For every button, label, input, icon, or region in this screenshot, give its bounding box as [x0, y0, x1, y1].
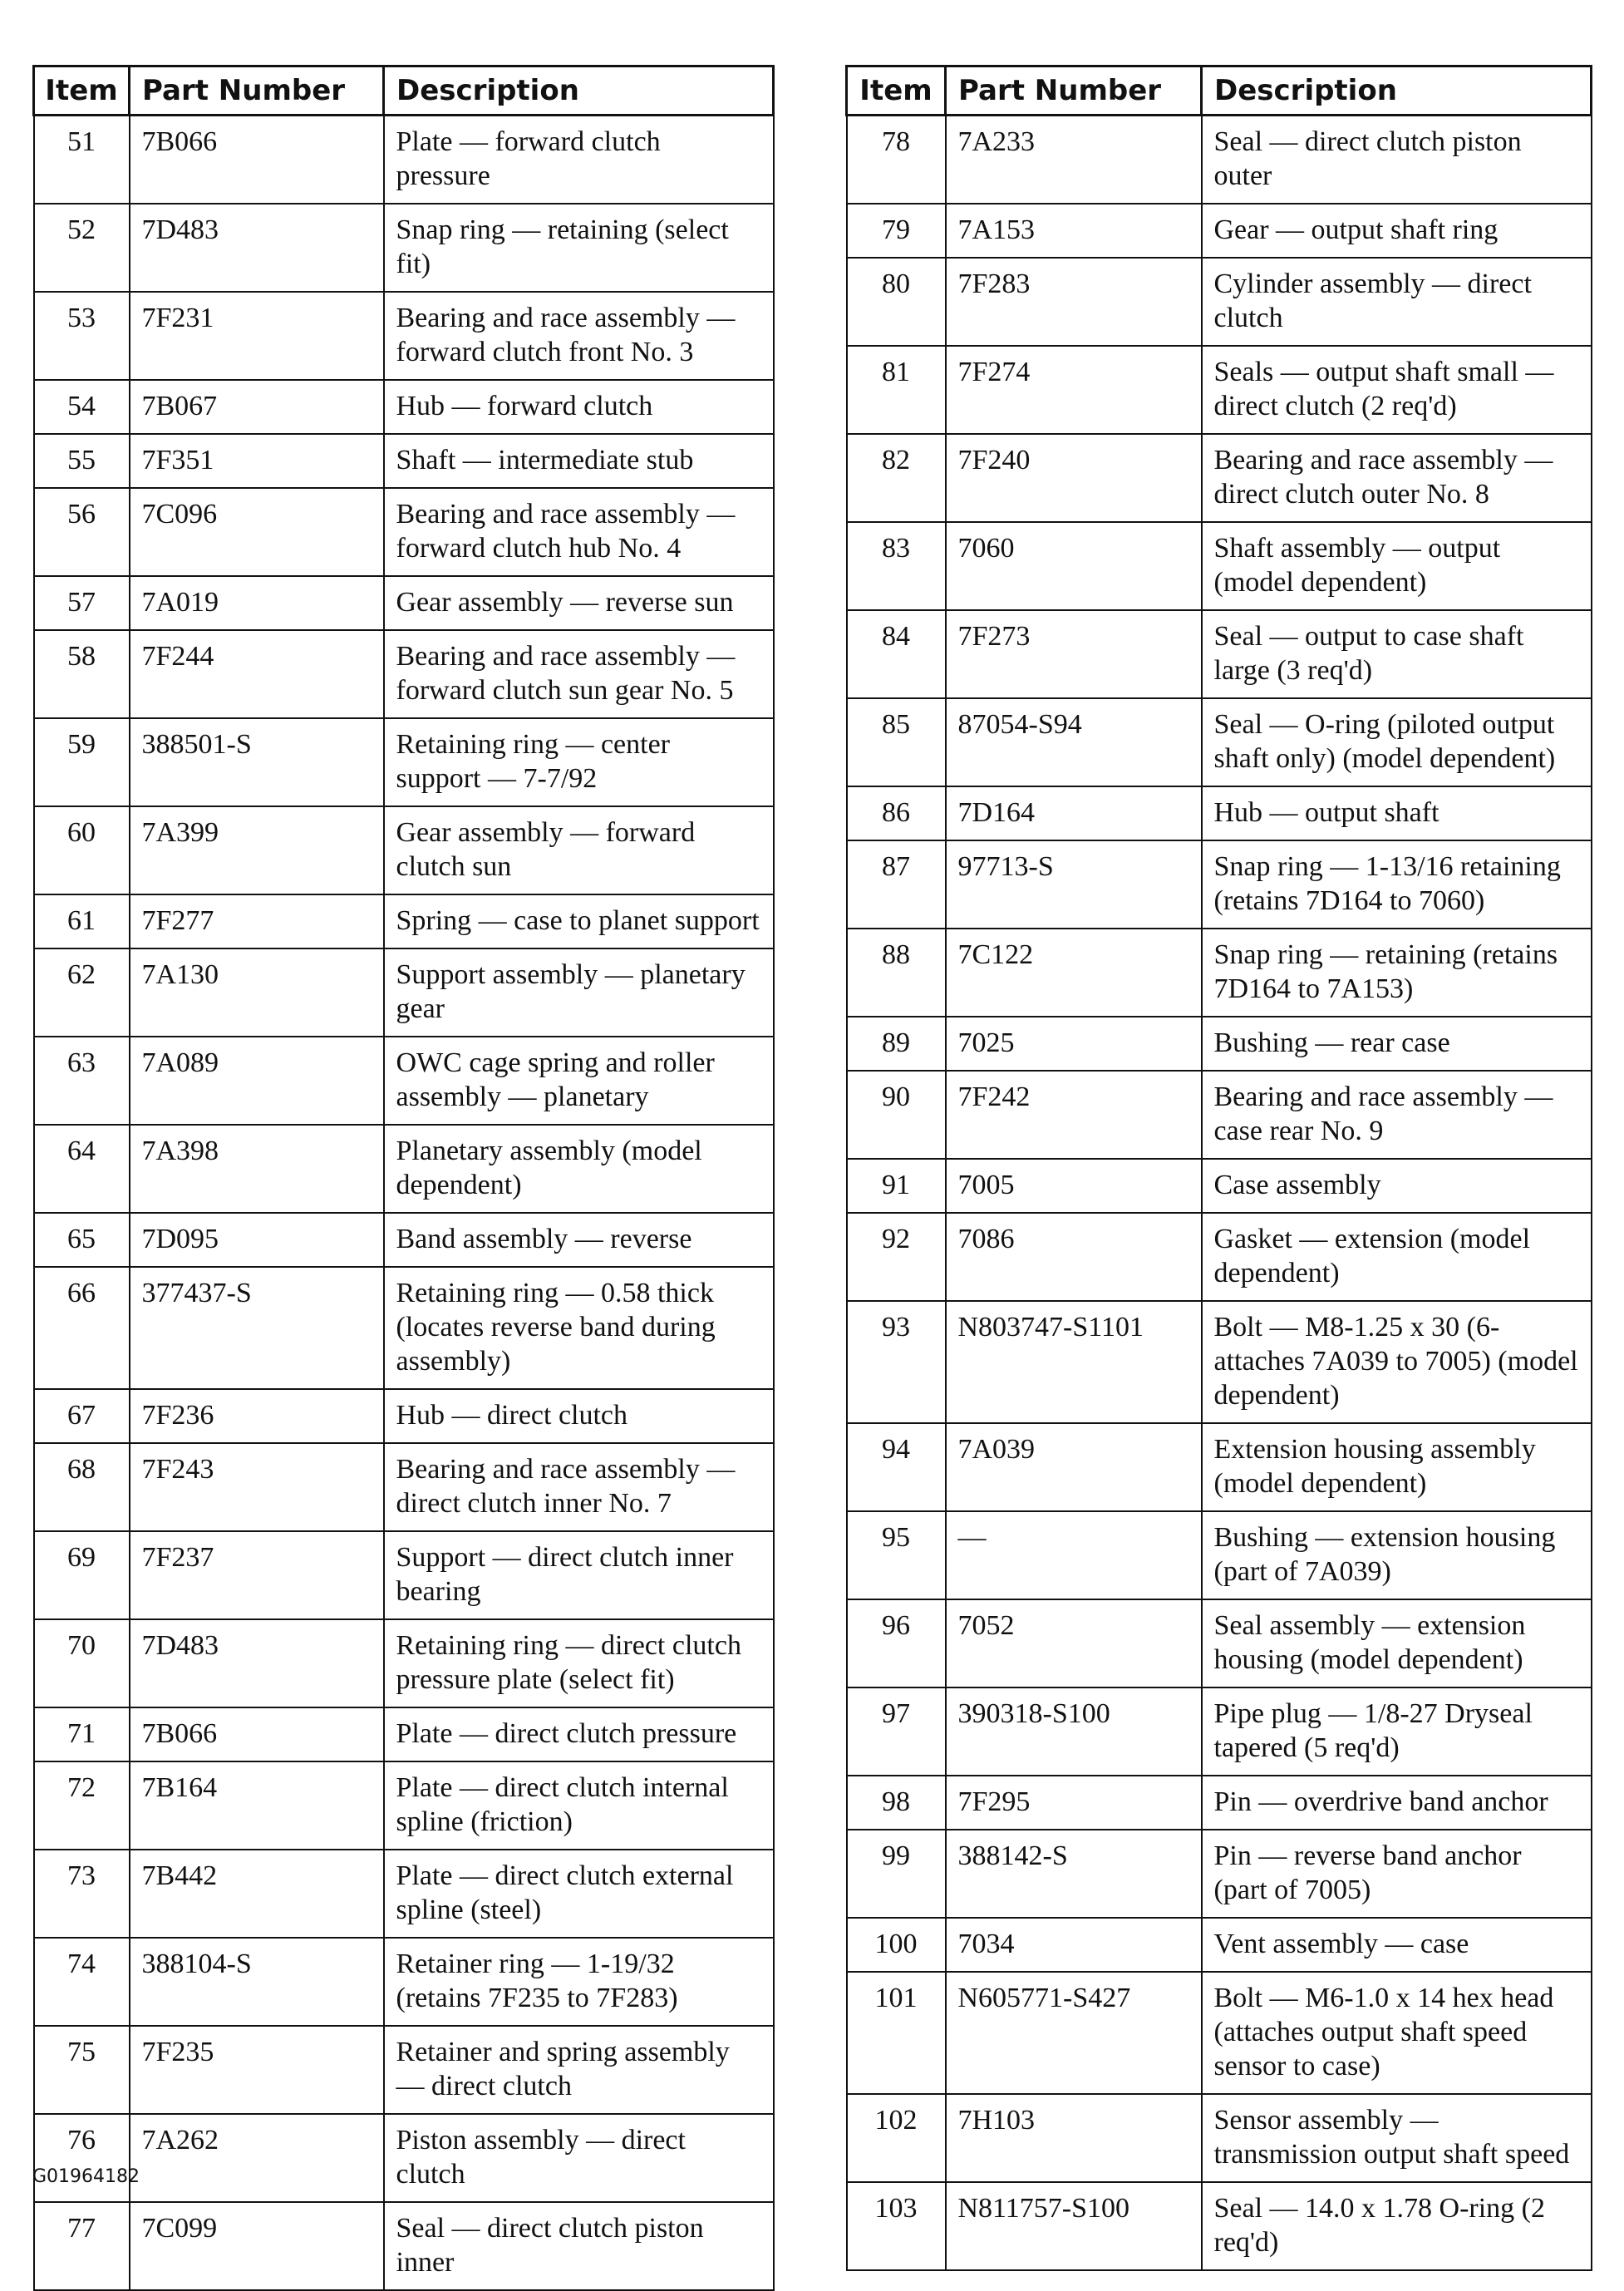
description-cell: Vent assembly — case	[1202, 1918, 1592, 1972]
table-row	[34, 1125, 774, 1213]
header-part-number: Part Number	[946, 67, 1202, 116]
item-number-cell: 67	[34, 1389, 130, 1443]
item-number-cell: 76	[34, 2114, 130, 2202]
description-cell: Bearing and race assembly — forward clutch sun gear No. 5	[384, 630, 774, 718]
part-number-cell: 7B442	[130, 1850, 384, 1938]
table-row	[847, 1599, 1592, 1687]
part-number-cell: 7F240	[946, 434, 1202, 522]
description-cell: Bolt — M8-1.25 x 30 (6-attaches 7A039 to 7005) (model dependent)	[1202, 1301, 1592, 1423]
table-row	[847, 1213, 1592, 1301]
description-cell: Seal — direct clutch piston outer	[1202, 116, 1592, 204]
table-row	[34, 488, 774, 576]
description-cell: Pin — overdrive band anchor	[1202, 1776, 1592, 1830]
part-number-cell: 7F231	[130, 292, 384, 380]
part-number-cell: N803747-S1101	[946, 1301, 1202, 1423]
part-number-cell: 7A262	[130, 2114, 384, 2202]
description-cell: Seal — O-ring (piloted output shaft only) (model dependent)	[1202, 698, 1592, 786]
table-row	[34, 2026, 774, 2114]
table-row	[847, 1972, 1592, 2094]
part-number-cell: —	[946, 1511, 1202, 1599]
table-row	[847, 2094, 1592, 2182]
description-cell: Cylinder assembly — direct clutch	[1202, 258, 1592, 346]
figure-id: G01964182	[32, 2166, 140, 2187]
part-number-cell: 7A039	[946, 1423, 1202, 1511]
description-cell: Bushing — rear case	[1202, 1017, 1592, 1071]
table-row	[34, 380, 774, 434]
item-number-cell: 60	[34, 806, 130, 894]
table-row	[847, 840, 1592, 929]
item-number-cell: 86	[847, 786, 946, 840]
part-number-cell: 7B164	[130, 1761, 384, 1850]
description-cell: Gear assembly — forward clutch sun	[384, 806, 774, 894]
item-number-cell: 100	[847, 1918, 946, 1972]
part-number-cell: 7A019	[130, 576, 384, 630]
table-row	[847, 258, 1592, 346]
description-cell: Retaining ring — direct clutch pressure plate (select fit)	[384, 1619, 774, 1707]
part-number-cell: 7C096	[130, 488, 384, 576]
part-number-cell: 7F237	[130, 1531, 384, 1619]
description-cell: Hub — direct clutch	[384, 1389, 774, 1443]
table-row	[847, 1918, 1592, 1972]
description-cell: Support assembly — planetary gear	[384, 948, 774, 1037]
part-number-cell: 7034	[946, 1918, 1202, 1972]
description-cell: Seal — direct clutch piston inner	[384, 2202, 774, 2290]
item-number-cell: 89	[847, 1017, 946, 1071]
parts-table-right	[845, 65, 1592, 2271]
description-cell: Spring — case to planet support	[384, 894, 774, 948]
description-cell: Retainer and spring assembly — direct clutch	[384, 2026, 774, 2114]
part-number-cell: 7D095	[130, 1213, 384, 1267]
part-number-cell: 7A398	[130, 1125, 384, 1213]
part-number-cell: 7A089	[130, 1037, 384, 1125]
item-number-cell: 102	[847, 2094, 946, 2182]
item-number-cell: 54	[34, 380, 130, 434]
item-number-cell: 82	[847, 434, 946, 522]
item-number-cell: 98	[847, 1776, 946, 1830]
description-cell: Shaft — intermediate stub	[384, 434, 774, 488]
item-number-cell: 88	[847, 929, 946, 1017]
part-number-cell: 7A153	[946, 204, 1202, 258]
item-number-cell: 72	[34, 1761, 130, 1850]
part-number-cell: 7A233	[946, 116, 1202, 204]
description-cell: Shaft assembly — output (model dependent)	[1202, 522, 1592, 610]
description-cell: Retaining ring — center support — 7-7/92	[384, 718, 774, 806]
description-cell: Seals — output shaft small — direct clutch (2 req'd)	[1202, 346, 1592, 434]
description-cell: Band assembly — reverse	[384, 1213, 774, 1267]
part-number-cell: 377437-S	[130, 1267, 384, 1389]
part-number-cell: 7F236	[130, 1389, 384, 1443]
description-cell: Pipe plug — 1/8-27 Dryseal tapered (5 req'd)	[1202, 1687, 1592, 1776]
part-number-cell: 7C099	[130, 2202, 384, 2290]
part-number-cell: 7H103	[946, 2094, 1202, 2182]
description-cell: Plate — forward clutch pressure	[384, 116, 774, 204]
table-row	[34, 948, 774, 1037]
description-cell: Bearing and race assembly — forward clutch hub No. 4	[384, 488, 774, 576]
item-number-cell: 65	[34, 1213, 130, 1267]
table-row	[847, 116, 1592, 204]
item-number-cell: 90	[847, 1071, 946, 1159]
item-number-cell: 77	[34, 2202, 130, 2290]
table-row	[34, 1707, 774, 1761]
description-cell: Bearing and race assembly — forward clutch front No. 3	[384, 292, 774, 380]
table-row	[34, 1531, 774, 1619]
item-number-cell: 78	[847, 116, 946, 204]
table-row	[847, 698, 1592, 786]
item-number-cell: 81	[847, 346, 946, 434]
description-cell: Gasket — extension (model dependent)	[1202, 1213, 1592, 1301]
table-row	[847, 434, 1592, 522]
table-row	[34, 894, 774, 948]
table-row	[847, 929, 1592, 1017]
table-row	[34, 1938, 774, 2026]
item-number-cell: 87	[847, 840, 946, 929]
item-number-cell: 73	[34, 1850, 130, 1938]
description-cell: Gear — output shaft ring	[1202, 204, 1592, 258]
item-number-cell: 99	[847, 1830, 946, 1918]
part-number-cell: 7005	[946, 1159, 1202, 1213]
part-number-cell: 7B066	[130, 116, 384, 204]
table-row	[34, 116, 774, 204]
table-row	[34, 292, 774, 380]
table-row	[847, 1687, 1592, 1776]
item-number-cell: 59	[34, 718, 130, 806]
item-number-cell: 57	[34, 576, 130, 630]
description-cell: Plate — direct clutch pressure	[384, 1707, 774, 1761]
part-number-cell: 7D483	[130, 204, 384, 292]
description-cell: OWC cage spring and roller assembly — planetary	[384, 1037, 774, 1125]
table-row	[34, 204, 774, 292]
part-number-cell: 7D483	[130, 1619, 384, 1707]
part-number-cell: 7B067	[130, 380, 384, 434]
part-number-cell: 7086	[946, 1213, 1202, 1301]
item-number-cell: 71	[34, 1707, 130, 1761]
description-cell: Seal — output to case shaft large (3 req'd)	[1202, 610, 1592, 698]
part-number-cell: 7D164	[946, 786, 1202, 840]
description-cell: Snap ring — retaining (retains 7D164 to 7A153)	[1202, 929, 1592, 1017]
table-row	[34, 630, 774, 718]
table-row	[847, 204, 1592, 258]
parts-table-left	[32, 65, 775, 2291]
item-number-cell: 64	[34, 1125, 130, 1213]
part-number-cell: 97713-S	[946, 840, 1202, 929]
table-row	[847, 1511, 1592, 1599]
item-number-cell: 70	[34, 1619, 130, 1707]
item-number-cell: 75	[34, 2026, 130, 2114]
part-number-cell: 388142-S	[946, 1830, 1202, 1918]
table-row	[34, 806, 774, 894]
item-number-cell: 55	[34, 434, 130, 488]
part-number-cell: 7A130	[130, 948, 384, 1037]
part-number-cell: 7025	[946, 1017, 1202, 1071]
description-cell: Bearing and race assembly — case rear No. 9	[1202, 1071, 1592, 1159]
item-number-cell: 51	[34, 116, 130, 204]
item-number-cell: 53	[34, 292, 130, 380]
description-cell: Bolt — M6-1.0 x 14 hex head (attaches output shaft speed sensor to case)	[1202, 1972, 1592, 2094]
header-row	[847, 67, 1592, 116]
item-number-cell: 56	[34, 488, 130, 576]
item-number-cell: 91	[847, 1159, 946, 1213]
item-number-cell: 103	[847, 2182, 946, 2270]
table-row	[34, 1761, 774, 1850]
item-number-cell: 63	[34, 1037, 130, 1125]
description-cell: Plate — direct clutch internal spline (friction)	[384, 1761, 774, 1850]
table-row	[34, 1389, 774, 1443]
part-number-cell: 7B066	[130, 1707, 384, 1761]
table-row	[847, 1017, 1592, 1071]
description-cell: Pin — reverse band anchor (part of 7005)	[1202, 1830, 1592, 1918]
item-number-cell: 95	[847, 1511, 946, 1599]
description-cell: Snap ring — retaining (select fit)	[384, 204, 774, 292]
table-row	[34, 434, 774, 488]
part-number-cell: 7F242	[946, 1071, 1202, 1159]
item-number-cell: 79	[847, 204, 946, 258]
table-row	[847, 786, 1592, 840]
description-cell: Extension housing assembly (model dependent)	[1202, 1423, 1592, 1511]
table-row	[847, 610, 1592, 698]
description-cell: Retainer ring — 1-19/32 (retains 7F235 to 7F283)	[384, 1938, 774, 2026]
table-row	[847, 1159, 1592, 1213]
part-number-cell: 7052	[946, 1599, 1202, 1687]
description-cell: Bushing — extension housing (part of 7A039)	[1202, 1511, 1592, 1599]
table-row	[847, 1071, 1592, 1159]
header-description: Description	[1202, 67, 1592, 116]
item-number-cell: 93	[847, 1301, 946, 1423]
item-number-cell: 68	[34, 1443, 130, 1531]
table-row	[847, 1301, 1592, 1423]
part-number-cell: 7F274	[946, 346, 1202, 434]
item-number-cell: 61	[34, 894, 130, 948]
part-number-cell: 7F235	[130, 2026, 384, 2114]
description-cell: Bearing and race assembly — direct clutch inner No. 7	[384, 1443, 774, 1531]
description-cell: Bearing and race assembly — direct clutch outer No. 8	[1202, 434, 1592, 522]
part-number-cell: 390318-S100	[946, 1687, 1202, 1776]
item-number-cell: 83	[847, 522, 946, 610]
item-number-cell: 58	[34, 630, 130, 718]
description-cell: Seal — 14.0 x 1.78 O-ring (2 req'd)	[1202, 2182, 1592, 2270]
part-number-cell: 7F351	[130, 434, 384, 488]
description-cell: Hub — forward clutch	[384, 380, 774, 434]
part-number-cell: 7060	[946, 522, 1202, 610]
header-item: Item	[847, 67, 946, 116]
item-number-cell: 97	[847, 1687, 946, 1776]
part-number-cell: 7C122	[946, 929, 1202, 1017]
item-number-cell: 92	[847, 1213, 946, 1301]
item-number-cell: 69	[34, 1531, 130, 1619]
table-row	[34, 1037, 774, 1125]
part-number-cell: 7F273	[946, 610, 1202, 698]
table-row	[847, 522, 1592, 610]
item-number-cell: 94	[847, 1423, 946, 1511]
table-row	[847, 1423, 1592, 1511]
table-row	[34, 576, 774, 630]
table-row	[34, 1213, 774, 1267]
table-row	[34, 1443, 774, 1531]
part-number-cell: 87054-S94	[946, 698, 1202, 786]
description-cell: Seal assembly — extension housing (model dependent)	[1202, 1599, 1592, 1687]
part-number-cell: 388501-S	[130, 718, 384, 806]
part-number-cell: 7F277	[130, 894, 384, 948]
item-number-cell: 74	[34, 1938, 130, 2026]
item-number-cell: 96	[847, 1599, 946, 1687]
part-number-cell: N605771-S427	[946, 1972, 1202, 2094]
description-cell: Hub — output shaft	[1202, 786, 1592, 840]
header-item: Item	[34, 67, 130, 116]
table-row	[34, 2114, 774, 2202]
description-cell: Case assembly	[1202, 1159, 1592, 1213]
part-number-cell: 388104-S	[130, 1938, 384, 2026]
description-cell: Piston assembly — direct clutch	[384, 2114, 774, 2202]
item-number-cell: 85	[847, 698, 946, 786]
item-number-cell: 52	[34, 204, 130, 292]
header-part-number: Part Number	[130, 67, 384, 116]
description-cell: Support — direct clutch inner bearing	[384, 1531, 774, 1619]
table-row	[847, 1776, 1592, 1830]
item-number-cell: 80	[847, 258, 946, 346]
table-row	[847, 346, 1592, 434]
item-number-cell: 101	[847, 1972, 946, 2094]
part-number-cell: 7F283	[946, 258, 1202, 346]
description-cell: Snap ring — 1-13/16 retaining (retains 7D164 to 7060)	[1202, 840, 1592, 929]
description-cell: Plate — direct clutch external spline (steel)	[384, 1850, 774, 1938]
table-row	[847, 1830, 1592, 1918]
table-row	[34, 2202, 774, 2290]
table-row	[847, 2182, 1592, 2270]
description-cell: Retaining ring — 0.58 thick (locates reverse band during assembly)	[384, 1267, 774, 1389]
part-number-cell: 7A399	[130, 806, 384, 894]
table-row	[34, 1850, 774, 1938]
description-cell: Sensor assembly — transmission output shaft speed	[1202, 2094, 1592, 2182]
description-cell: Gear assembly — reverse sun	[384, 576, 774, 630]
table-row	[34, 1267, 774, 1389]
part-number-cell: 7F244	[130, 630, 384, 718]
table-row	[34, 718, 774, 806]
part-number-cell: 7F243	[130, 1443, 384, 1531]
item-number-cell: 62	[34, 948, 130, 1037]
item-number-cell: 84	[847, 610, 946, 698]
description-cell: Planetary assembly (model dependent)	[384, 1125, 774, 1213]
part-number-cell: 7F295	[946, 1776, 1202, 1830]
header-description: Description	[384, 67, 774, 116]
item-number-cell: 66	[34, 1267, 130, 1389]
header-row	[34, 67, 774, 116]
part-number-cell: N811757-S100	[946, 2182, 1202, 2270]
table-row	[34, 1619, 774, 1707]
